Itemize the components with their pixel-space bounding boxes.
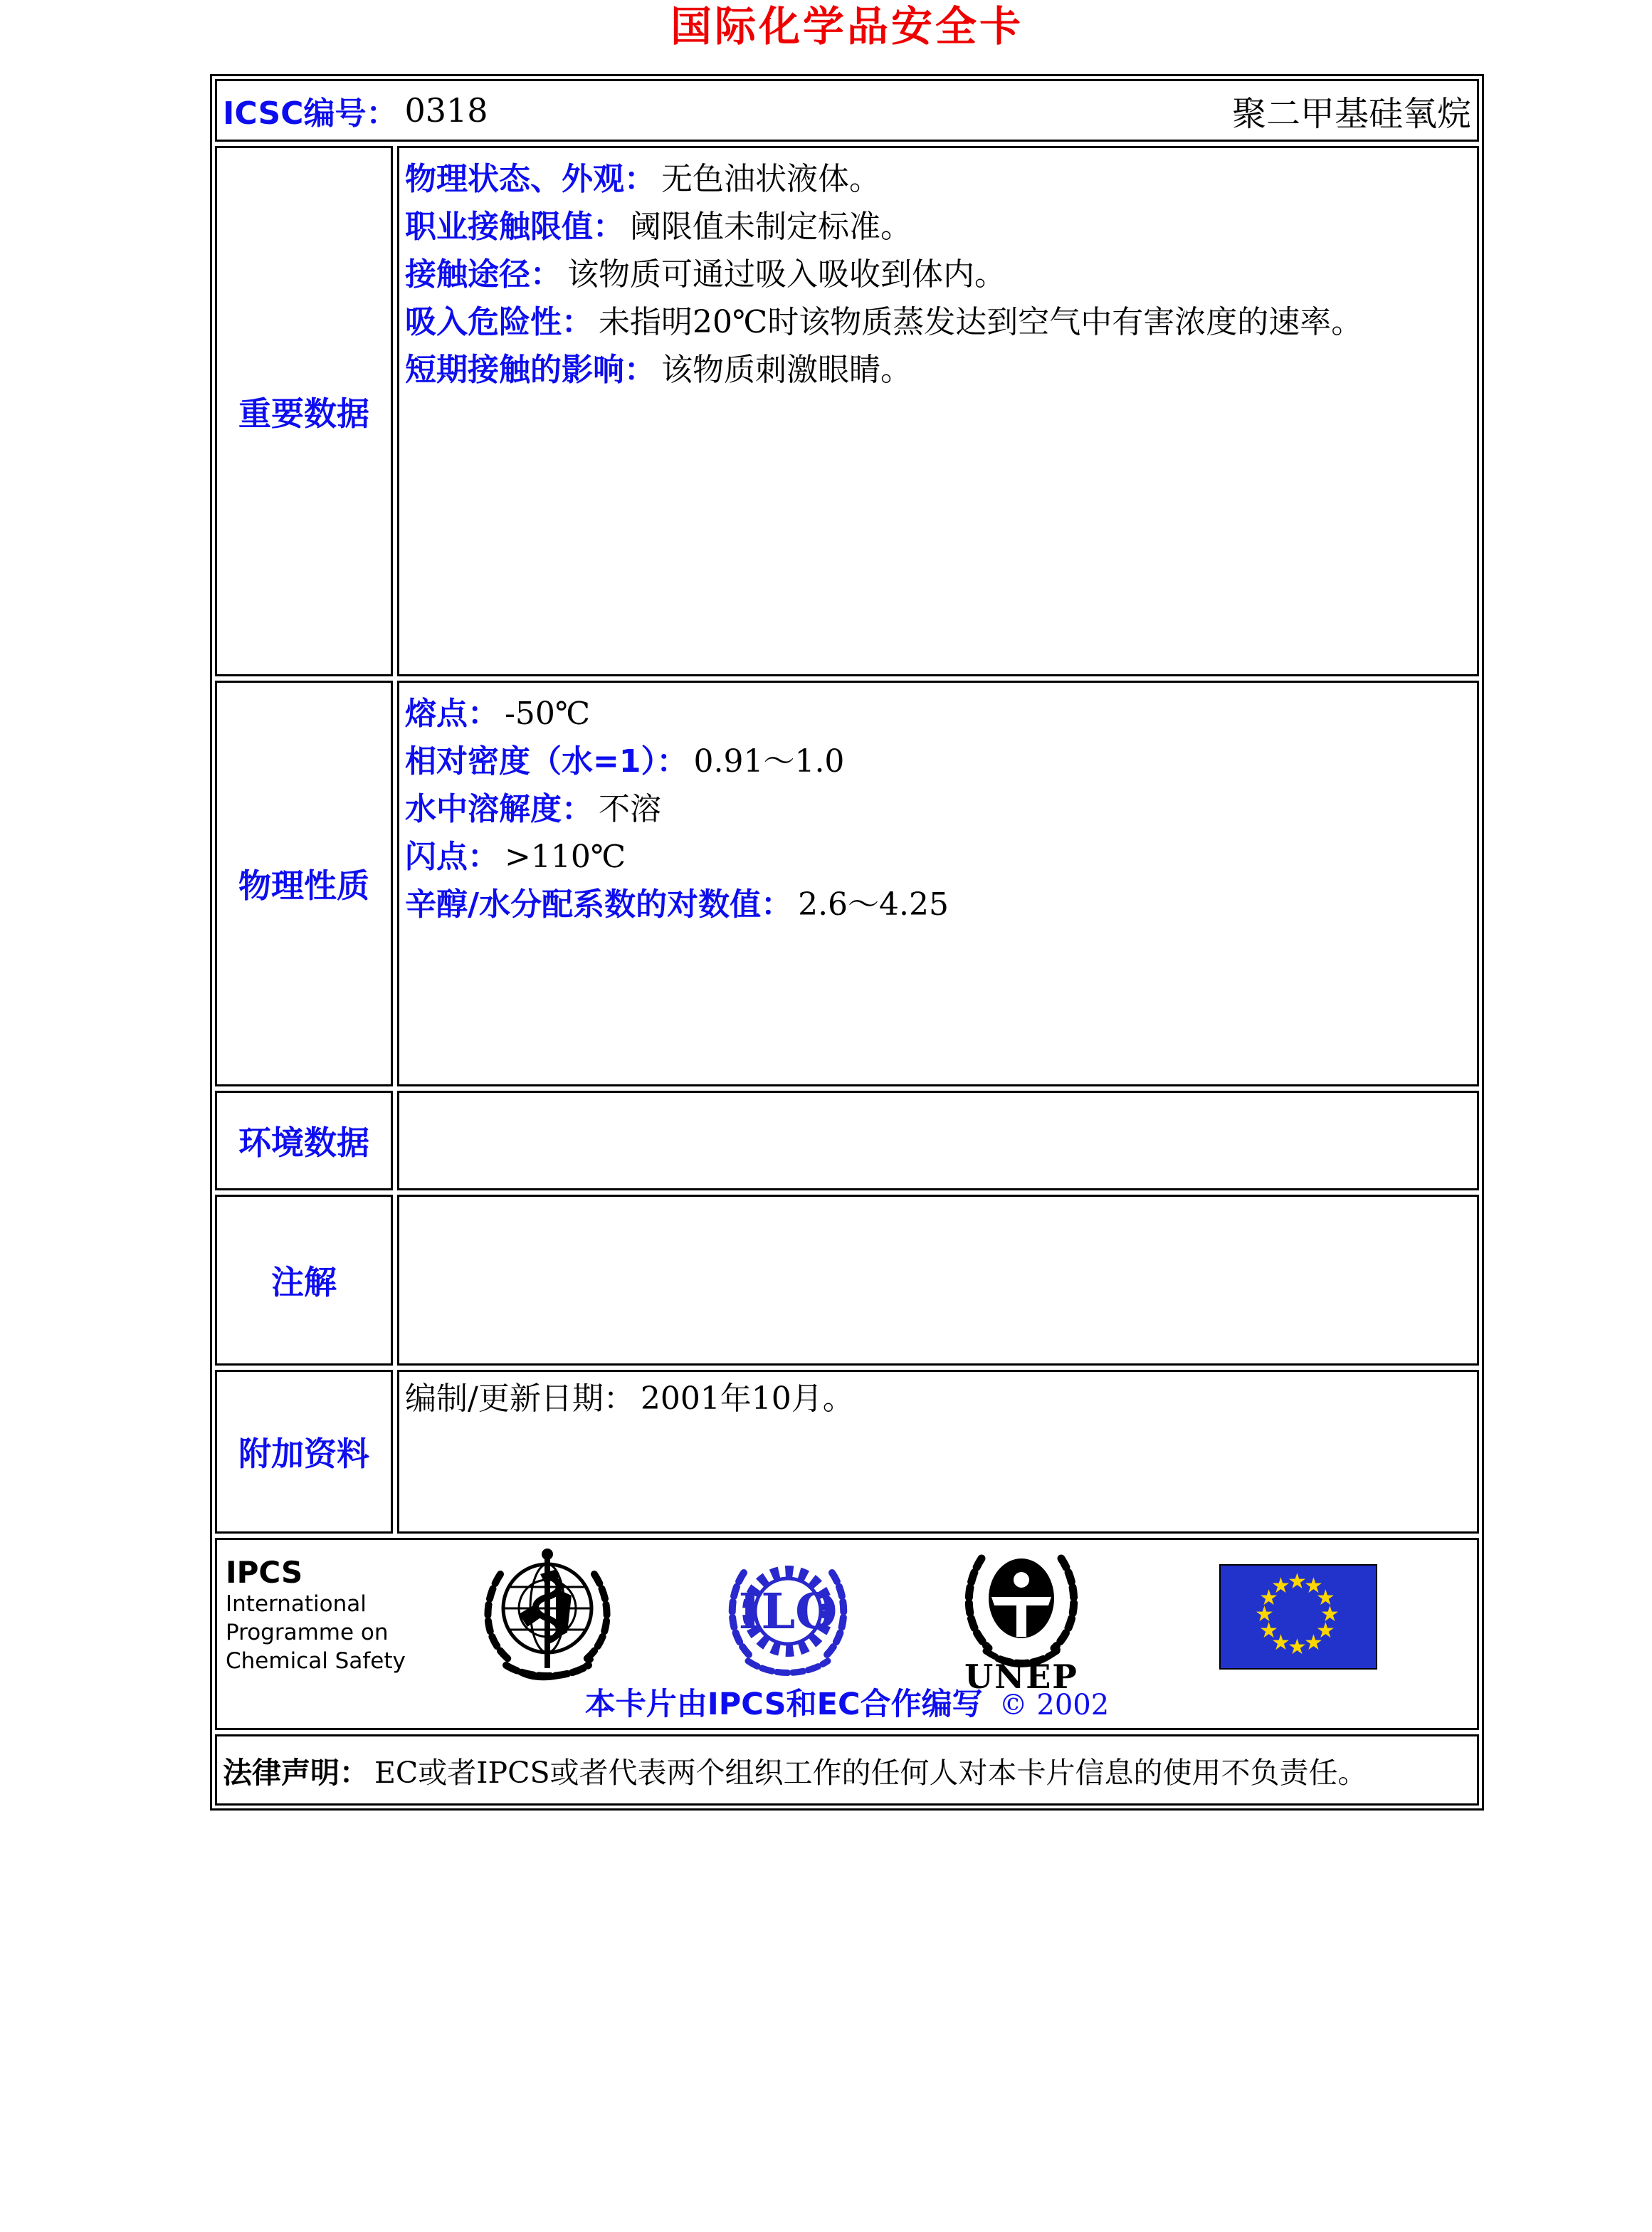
credit-text: 本卡片由IPCS和EC合作编写 <box>584 1687 983 1722</box>
footer-cell <box>215 1538 1479 1730</box>
section-physical-properties <box>215 681 1479 1086</box>
ilo-logo-icon <box>717 1551 859 1683</box>
data-row <box>405 346 1470 394</box>
eu-star-icon: ★ <box>1271 1573 1290 1599</box>
section-content-cell <box>397 681 1479 1086</box>
section-label: 环境数据 <box>238 1123 369 1162</box>
card-footer-row <box>215 1538 1479 1730</box>
eu-star-icon: ★ <box>1320 1602 1340 1627</box>
page-title: 国际化学品安全卡 <box>670 2 1024 51</box>
eu-star-icon: ★ <box>1304 1630 1323 1655</box>
data-row <box>405 881 1470 928</box>
section-label: 物理性质 <box>238 866 369 905</box>
section-content-cell <box>397 1370 1479 1534</box>
field-value: 该物质刺激眼睛。 <box>661 352 912 388</box>
field-value: 该物质可通过吸入吸收到体内。 <box>567 256 1006 293</box>
field-value: 0.91～1.0 <box>693 743 845 780</box>
data-row <box>405 690 1470 738</box>
data-row <box>405 1375 1470 1422</box>
data-row <box>405 155 1470 203</box>
data-row <box>405 298 1470 346</box>
header-cell <box>215 79 1479 142</box>
icsc-card-table <box>210 74 1484 1811</box>
field-value: 无色油状液体。 <box>661 161 880 197</box>
ilo-letters: ILO <box>738 1583 838 1640</box>
section-label-cell <box>215 1370 393 1534</box>
section-content-cell <box>397 146 1479 676</box>
section-label-cell <box>215 1195 393 1366</box>
section-content-cell <box>397 1091 1479 1190</box>
ipcs-line: International <box>226 1591 367 1617</box>
section-label-cell <box>215 146 393 676</box>
data-row <box>405 738 1470 785</box>
section-additional-info <box>215 1370 1479 1534</box>
icsc-number-group <box>223 88 488 133</box>
field-value: 2001年10月。 <box>640 1380 854 1417</box>
data-row <box>405 203 1470 251</box>
field-value: 2.6～4.25 <box>798 886 949 923</box>
section-label-cell <box>215 681 393 1086</box>
eu-star-icon: ★ <box>1304 1573 1323 1599</box>
section-environmental-data <box>215 1091 1479 1190</box>
section-label-cell <box>215 1091 393 1190</box>
copyright-text: © 2002 <box>999 1689 1110 1722</box>
eu-star-icon: ★ <box>1315 1618 1335 1643</box>
legal-text: EC或者IPCS或者代表两个组织工作的任何人对本卡片信息的使用不负责任。 <box>374 1755 1367 1790</box>
field-label: 接触途径： <box>405 256 562 293</box>
section-label: 注解 <box>271 1263 337 1301</box>
chemical-name: 聚二甲基硅氧烷 <box>1231 93 1471 134</box>
ipcs-line: Chemical Safety <box>226 1648 406 1674</box>
field-label: 编制/更新日期： <box>405 1380 635 1417</box>
title-bar <box>210 0 1484 51</box>
section-content-cell <box>397 1195 1479 1366</box>
section-label: 重要数据 <box>238 394 369 433</box>
legal-cell <box>215 1734 1479 1806</box>
ipcs-line: Programme on <box>226 1620 389 1645</box>
field-value: >110℃ <box>505 839 626 875</box>
field-label: 水中溶解度： <box>405 791 593 827</box>
eu-star-icon: ★ <box>1255 1602 1274 1627</box>
data-row <box>405 833 1470 881</box>
unep-word: UNEP <box>964 1657 1078 1694</box>
icsc-number-value: 0318 <box>404 91 488 130</box>
ipcs-title: IPCS <box>226 1555 303 1590</box>
eu-star-icon: ★ <box>1288 1635 1307 1660</box>
field-label: 辛醇/水分配系数的对数值： <box>405 886 793 923</box>
field-label: 物理状态、外观： <box>405 161 656 197</box>
eu-star-icon: ★ <box>1259 1586 1279 1610</box>
legal-label: 法律声明： <box>223 1755 369 1790</box>
eu-star-icon: ★ <box>1259 1618 1279 1643</box>
field-label: 熔点： <box>405 696 499 732</box>
field-label: 职业接触限值： <box>405 209 624 245</box>
unep-logo-icon <box>957 1543 1085 1694</box>
field-label: 相对密度（水=1）： <box>405 743 688 780</box>
section-important-data <box>215 146 1479 676</box>
eu-star-icon: ★ <box>1271 1630 1290 1655</box>
icsc-number-label: ICSC编号： <box>223 95 398 132</box>
card-header-row <box>215 79 1479 142</box>
who-logo-icon <box>472 1546 623 1688</box>
legal-row <box>215 1734 1479 1806</box>
field-value: 阈限值未制定标准。 <box>630 209 912 245</box>
eu-star-icon: ★ <box>1315 1586 1335 1610</box>
field-label: 闪点： <box>405 839 499 875</box>
field-label: 吸入危险性： <box>405 304 593 340</box>
field-value: 未指明20℃时该物质蒸发达到空气中有害浓度的速率。 <box>599 304 1363 340</box>
data-row <box>405 251 1470 298</box>
field-label: 短期接触的影响： <box>405 352 656 388</box>
data-row <box>405 785 1470 833</box>
field-value: -50℃ <box>505 696 591 732</box>
ipcs-text-block <box>226 1556 406 1675</box>
section-notes <box>215 1195 1479 1366</box>
credit-line <box>217 1680 1477 1724</box>
eu-star-icon: ★ <box>1288 1569 1307 1594</box>
eu-flag-icon <box>1219 1564 1377 1670</box>
section-label: 附加资料 <box>238 1435 369 1473</box>
field-value: 不溶 <box>599 791 661 827</box>
